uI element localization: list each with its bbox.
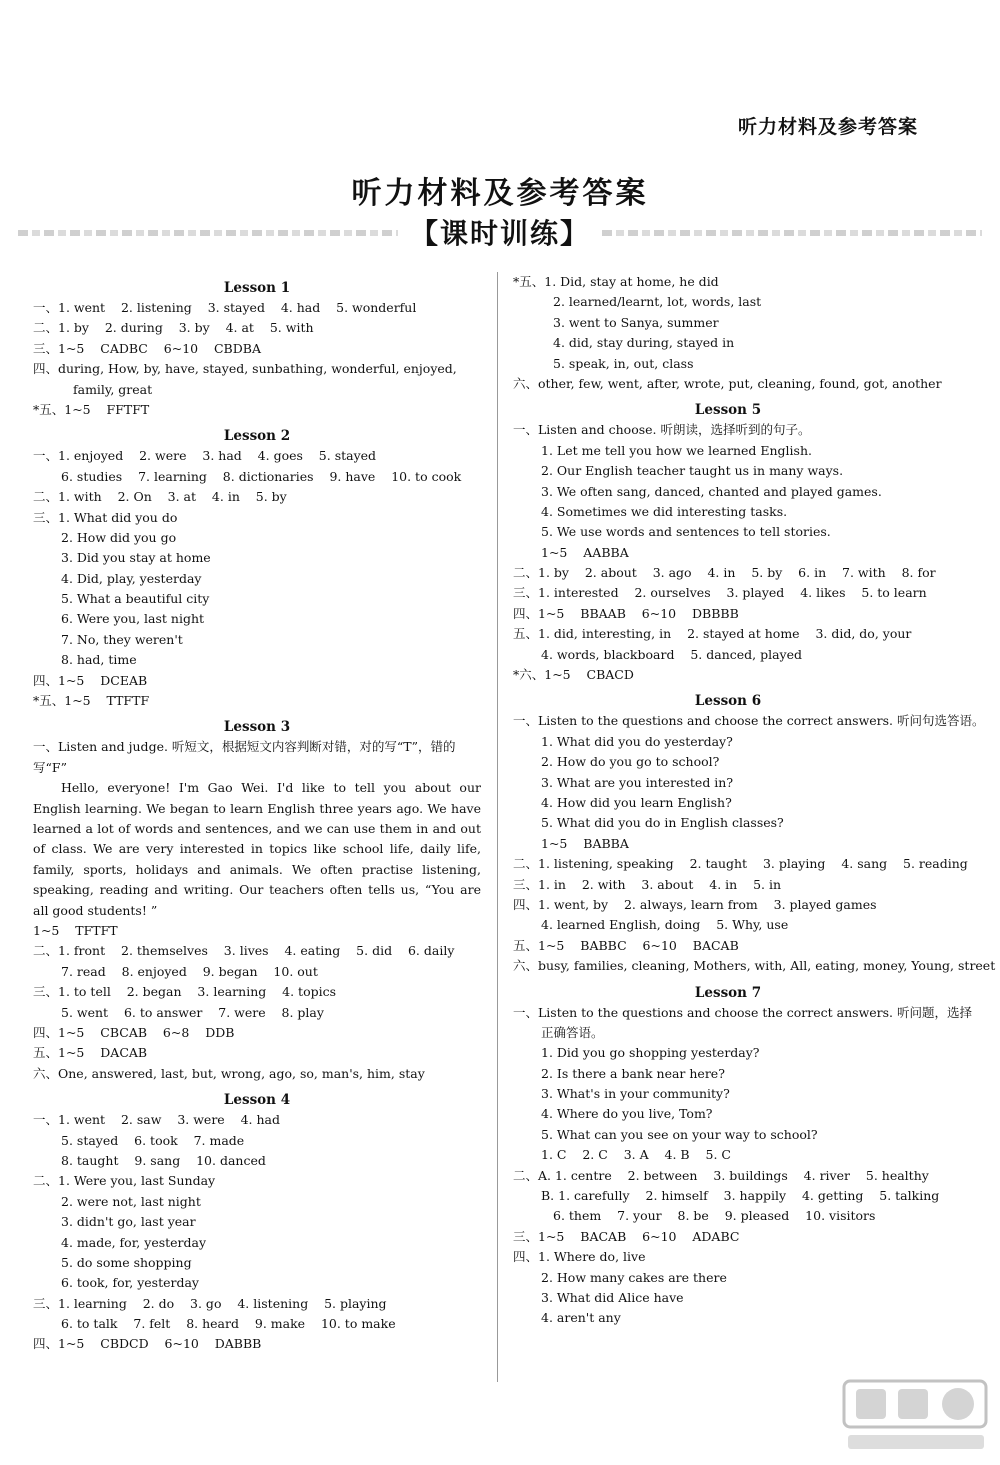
answer-line: 六、other, few, went, after, wrote, put, cleaning, found, got, another	[513, 375, 942, 391]
answer-line: 2. learned/learnt, lot, words, last	[553, 294, 762, 310]
answer-line: 5. What can you see on your way to school?	[541, 1126, 818, 1142]
answer-line: 三、1. interested 2. ourselves 3. played 4. likes 5. to learn	[513, 585, 927, 601]
answer-line: 3. What did Alice have	[541, 1289, 684, 1305]
answer-line: 二、1. by 2. about 3. ago 4. in 5. by 6. in 7. with 8. for	[513, 565, 936, 581]
answer-line: 2. were not, last night	[61, 1193, 201, 1209]
answer-line: 6. them 7. your 8. be 9. pleased 10. visitors	[553, 1208, 876, 1224]
answer-line: 3. What's in your community?	[541, 1086, 730, 1102]
lesson-block	[513, 400, 943, 685]
lesson-block	[33, 278, 481, 420]
column-divider	[497, 272, 498, 1382]
right-column	[513, 272, 996, 1335]
lesson-block	[513, 983, 973, 1329]
answer-line: 7. No, they weren't	[61, 631, 183, 647]
lesson-block	[33, 717, 481, 1084]
answer-line: 4. Sometimes we did interesting tasks.	[541, 503, 788, 519]
answer-line: 6. to talk 7. felt 8. heard 9. make 10. to make	[61, 1316, 396, 1332]
lesson-title: Lesson 3	[223, 719, 291, 736]
answer-line: 5. do some shopping	[61, 1254, 192, 1270]
watermark-logo	[840, 1375, 990, 1457]
lesson-block	[513, 691, 996, 976]
answer-line: 2. How did you go	[61, 529, 177, 545]
section-banner	[0, 212, 1000, 252]
answer-line: 3. We often sang, danced, chanted and played games.	[541, 483, 882, 499]
answer-line: 3. went to Sanya, summer	[553, 314, 719, 330]
answer-line: 二、1. Were you, last Sunday	[33, 1173, 216, 1189]
answer-line: 6. took, for, yesterday	[61, 1275, 199, 1291]
answer-line: 6. Were you, last night	[61, 611, 205, 627]
answer-line: 正确答语。	[541, 1024, 604, 1040]
answer-line: 5. We use words and sentences to tell stories.	[541, 524, 831, 540]
answer-line: 四、1. went, by 2. always, learn from 3. played games	[513, 896, 877, 912]
answer-line: 四、1~5 CBCAB 6~8 DDB	[33, 1025, 235, 1040]
section-title: 【课时训练】	[409, 217, 590, 250]
lesson-block	[33, 426, 481, 711]
lesson-title: Lesson 6	[694, 693, 762, 710]
answer-line: 4. made, for, yesterday	[61, 1234, 207, 1250]
answer-line: 5. stayed 6. took 7. made	[61, 1132, 245, 1148]
answer-line: 三、1. in 2. with 3. about 4. in 5. in	[513, 876, 782, 892]
answer-line: 六、One, answered, last, but, wrong, ago, so, man's, him, stay	[33, 1065, 425, 1081]
page-title: 听力材料及参考答案	[351, 176, 649, 211]
answer-line: 四、1. Where do, live	[513, 1249, 646, 1265]
answer-line: 3. Did you stay at home	[61, 550, 211, 566]
answer-line: 5. went 6. to answer 7. were 8. play	[61, 1004, 324, 1020]
answer-line: 三、1~5 BACAB 6~10 ADABC	[513, 1228, 740, 1244]
lesson-title: Lesson 7	[694, 984, 762, 1001]
answer-line: 2. Is there a bank near here?	[541, 1065, 725, 1081]
answer-line: 2. How many cakes are there	[541, 1269, 727, 1285]
answer-line: 二、A. 1. centre 2. between 3. buildings 4. river 5. healthy	[513, 1167, 929, 1183]
answer-line: 二、1. by 2. during 3. by 4. at 5. with	[33, 320, 314, 336]
answer-line: 四、during, How, by, have, stayed, sunbathing, wonderful, enjoyed,	[33, 361, 457, 377]
answer-line: 4. did, stay during, stayed in	[553, 335, 735, 351]
answer-line: 四、1~5 BBAAB 6~10 DBBBB	[513, 605, 739, 621]
answer-line: 4. words, blackboard 5. danced, played	[541, 646, 803, 662]
answer-line: *六、1~5 CBACD	[513, 667, 634, 683]
answer-line: 一、Listen to the questions and choose the correct answers. 听问句选答语。	[513, 713, 985, 729]
listening-passage: Hello, everyone! I'm Gao Wei. I'd like to tell you about our English learning. We began to learn English three years ago. We have learned a lot of words and sentences, and we can use them in and out of class. We are very interested in topics like school life, daily life, family, sports, holidays and animals. We often practise listening, speaking, reading and writing. Our teachers often tells us, “You are all good students! ”	[33, 780, 481, 918]
answer-line: 一、1. went 2. listening 3. stayed 4. had 5. wonderful	[33, 300, 417, 315]
answer-line: 六、busy, families, cleaning, Mothers, with, All, eating, money, Young, street	[513, 958, 996, 974]
lesson-title: Lesson 2	[223, 428, 291, 445]
answer-line: 二、1. listening, speaking 2. taught 3. playing 4. sang 5. reading	[513, 856, 968, 872]
answer-line: 7. read 8. enjoyed 9. began 10. out	[61, 963, 318, 979]
running-header: 听力材料及参考答案	[737, 116, 918, 138]
answer-line: 8. had, time	[61, 652, 137, 668]
answer-line: 6. studies 7. learning 8. dictionaries 9. have 10. to cook	[61, 468, 462, 484]
answer-line: 1. Let me tell you how we learned English.	[541, 442, 812, 458]
answer-line: 1. C 2. C 3. A 4. B 5. C	[541, 1147, 731, 1163]
answer-line: 三、1. What did you do	[33, 509, 178, 525]
answer-line: 三、1~5 CADBC 6~10 CBDBA	[33, 340, 261, 356]
lesson-block	[33, 1090, 481, 1355]
answer-line: *五、1~5 FFTFT	[33, 401, 150, 417]
answer-line: 1. What did you do yesterday?	[541, 733, 733, 749]
answer-line: 3. What are you interested in?	[541, 774, 734, 790]
answer-line: 三、1. learning 2. do 3. go 4. listening 5. playing	[33, 1295, 387, 1311]
left-column	[33, 272, 481, 1361]
answer-line: 四、1~5 CBDCD 6~10 DABBB	[33, 1336, 262, 1352]
answer-line: 8. taught 9. sang 10. danced	[61, 1152, 266, 1168]
answer-line: 三、1. to tell 2. began 3. learning 4. topics	[33, 984, 337, 1000]
answer-line: 5. What did you do in English classes?	[541, 815, 784, 831]
answer-line: 1~5 BABBA	[541, 835, 629, 851]
answer-line: 五、1~5 DACAB	[33, 1045, 148, 1061]
answer-line: 1~5 AABBA	[541, 544, 629, 560]
answer-line: 5. speak, in, out, class	[553, 355, 694, 371]
answer-line: 五、1~5 BABBC 6~10 BACAB	[513, 937, 739, 953]
answer-line: 五、1. did, interesting, in 2. stayed at home 3. did, do, your	[513, 626, 912, 642]
answer-line: 2. How do you go to school?	[541, 754, 720, 770]
answer-line: B. 1. carefully 2. himself 3. happily 4. getting 5. talking	[541, 1188, 940, 1204]
answer-line: 一、1. went 2. saw 3. were 4. had	[33, 1112, 280, 1128]
answer-line: 4. Where do you live, Tom?	[541, 1106, 713, 1122]
answer-line: 二、1. with 2. On 3. at 4. in 5. by	[33, 489, 287, 505]
lesson-title: Lesson 1	[223, 280, 291, 296]
answer-line: 2. Our English teacher taught us in many ways.	[541, 463, 844, 479]
answer-line: 一、Listen and choose. 听朗读，选择听到的句子。	[513, 422, 811, 438]
answer-line: 1~5 TFTFT	[33, 923, 118, 939]
answer-line: 四、1~5 DCEAB	[33, 672, 148, 688]
answer-line: *五、1. Did, stay at home, he did	[513, 274, 719, 289]
answer-line: 一、Listen to the questions and choose the correct answers. 听问题，选择	[513, 1004, 973, 1020]
answer-line: *五、1~5 TTFTF	[33, 693, 150, 709]
answer-line: family, great	[73, 381, 153, 397]
answer-line: 写“F”	[33, 759, 67, 775]
answer-line: 一、1. enjoyed 2. were 3. had 4. goes 5. stayed	[33, 448, 377, 464]
answer-line: 4. aren't any	[541, 1310, 621, 1326]
answer-line: 一、Listen and judge. 听短文，根据短文内容判断对错，对的写“T”，错的	[33, 739, 456, 755]
answer-line: 5. What a beautiful city	[61, 591, 210, 607]
lesson-block	[513, 272, 943, 394]
answer-line: 4. Did, play, yesterday	[61, 570, 202, 586]
answer-line: 4. How did you learn English?	[541, 794, 732, 810]
answer-line: 4. learned English, doing 5. Why, use	[541, 917, 789, 933]
lesson-title: Lesson 5	[694, 402, 762, 419]
answer-line: 3. didn't go, last year	[61, 1214, 196, 1230]
lesson-title: Lesson 4	[223, 1092, 291, 1109]
answer-line: 二、1. front 2. themselves 3. lives 4. eating 5. did 6. daily	[33, 943, 455, 959]
answer-line: 1. Did you go shopping yesterday?	[541, 1045, 760, 1061]
